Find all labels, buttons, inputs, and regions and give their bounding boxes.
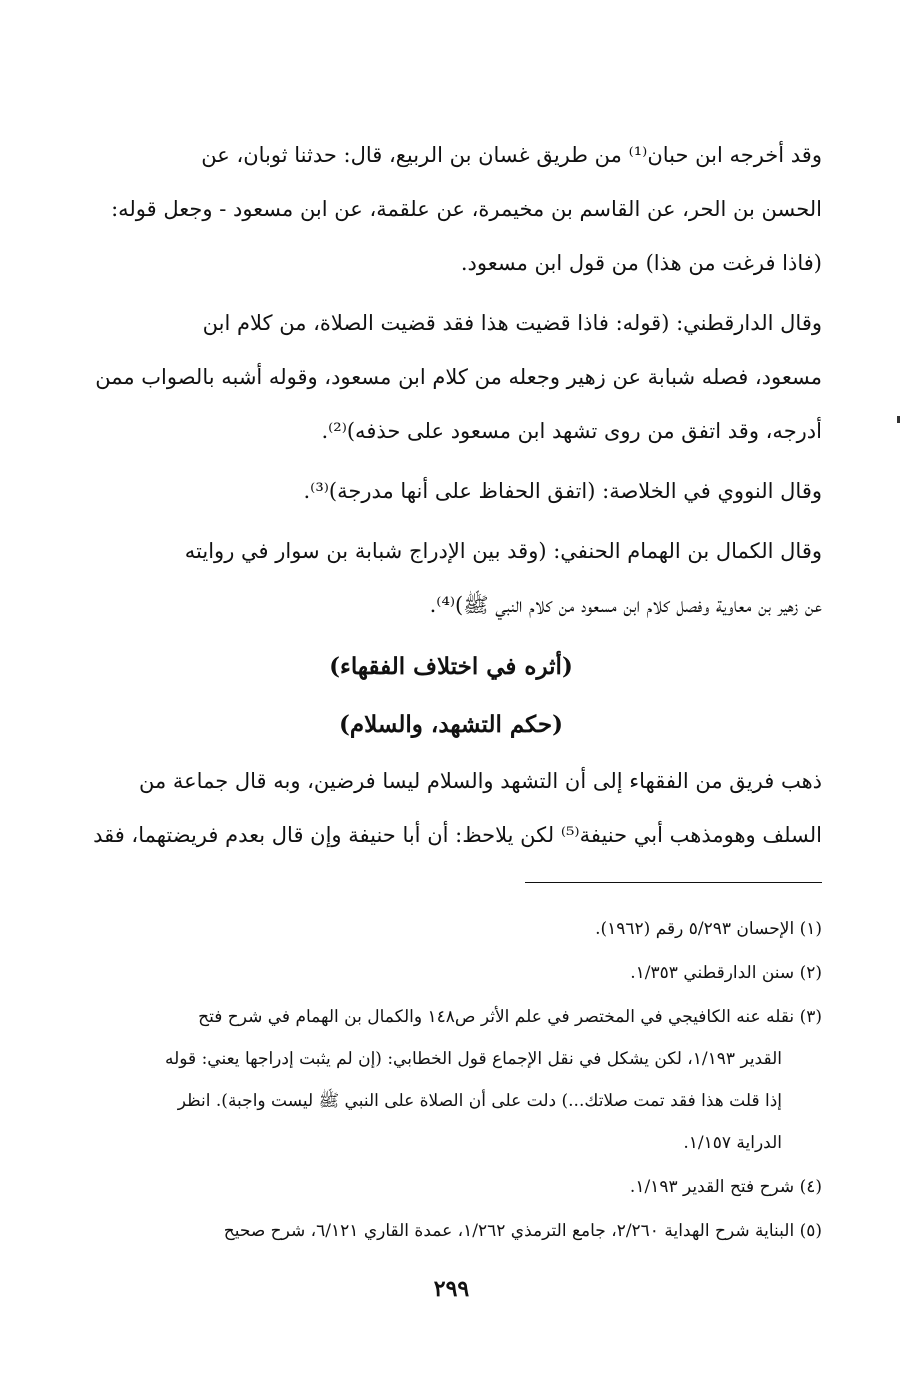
text-line: أدرجه، وقد اتفق من روى تشهد ابن مسعود على حذفه)⁽²⁾. xyxy=(321,419,822,443)
footnote-line: (٥) البناية شرح الهداية ٢/٢٦٠، جامع الترمذي ١/٢٦٢، عمدة القاري ٦/١٢١، شرح صحيح xyxy=(223,1221,822,1241)
footnote-line: الدراية ١/١٥٧. xyxy=(683,1133,782,1153)
margin-mark xyxy=(897,416,900,423)
footnote-line: (٢) سنن الدارقطني ١/٣٥٣. xyxy=(630,963,822,983)
text-line: الحسن بن الحر، عن القاسم بن مخيمرة، عن علقمة، عن ابن مسعود - وجعل قوله: xyxy=(111,197,822,221)
text-line: مسعود، فصله شبابة عن زهير وجعله من كلام ابن مسعود، وقوله أشبه بالصواب ممن xyxy=(95,365,822,389)
text-line: وقد أخرجه ابن حبان⁽¹⁾ من طريق غسان بن الربيع، قال: حدثنا ثوبان، عن xyxy=(201,143,822,167)
text-line: وقال النووي في الخلاصة: (اتفق الحفاظ على أنها مدرجة)⁽³⁾. xyxy=(303,479,822,503)
footnote-line: إذا قلت هذا فقد تمت صلاتك...) دلت على أن الصلاة على النبي ﷺ ليست واجبة). انظر xyxy=(177,1091,782,1111)
page-number: ٢٩٩ xyxy=(433,1276,470,1302)
paragraph-ruling xyxy=(80,754,822,862)
footnote-1 xyxy=(80,908,822,950)
footnote-line: (١) الإحسان ٥/٢٩٣ رقم (١٩٦٢). xyxy=(595,919,822,939)
footnote-2 xyxy=(80,952,822,994)
footnote-4 xyxy=(80,1166,822,1208)
text-line: وقال الدارقطني: (قوله: فاذا قضيت هذا فقد قضيت الصلاة، من كلام ابن xyxy=(202,311,822,335)
text-line: ذهب فريق من الفقهاء إلى أن التشهد والسلام ليسا فرضين، وبه قال جماعة من xyxy=(138,769,822,793)
subsection-heading: (حكم التشهد، والسلام) xyxy=(339,711,563,738)
text-line: عن زهير بن معاوية وفصل كلام ابن مسعود من كلام النبي ﷺ)⁽⁴⁾. xyxy=(429,593,822,617)
main-text xyxy=(80,128,822,868)
paragraph-ibn-humam xyxy=(80,524,822,632)
section-heading: (أثره في اختلاف الفقهاء) xyxy=(329,653,573,680)
footnote-5 xyxy=(80,1210,822,1252)
paragraph-daraqutni xyxy=(80,296,822,458)
text-line: السلف وهومذهب أبي حنيفة⁽⁵⁾ لكن يلاحظ: أن أبا حنيفة وإن قال بعدم فريضتهما، فقد xyxy=(93,823,822,847)
text-line: (فاذا فرغت من هذا) من قول ابن مسعود. xyxy=(460,251,822,275)
footnote-line: القدير ١/١٩٣، لكن يشكل في نقل الإجماع قول الخطابي: (إن لم يثبت إدراجها يعني: قوله xyxy=(164,1049,782,1069)
text-line: وقال الكمال بن الهمام الحنفي: (وقد بين الإدراج شبابة بن سوار في روايته xyxy=(184,539,822,563)
footnote-line: (٣) نقله عنه الكافيجي في المختصر في علم الأثر ص١٤٨ والكمال بن الهمام في شرح فتح xyxy=(198,1007,822,1027)
paragraph-nawawi xyxy=(80,464,822,518)
footnote-divider xyxy=(525,882,822,883)
footnote-line: (٤) شرح فتح القدير ١/١٩٣. xyxy=(629,1177,822,1197)
footnotes xyxy=(80,908,822,1254)
footnote-3 xyxy=(80,996,822,1164)
paragraph-ibn-hibban xyxy=(80,128,822,290)
